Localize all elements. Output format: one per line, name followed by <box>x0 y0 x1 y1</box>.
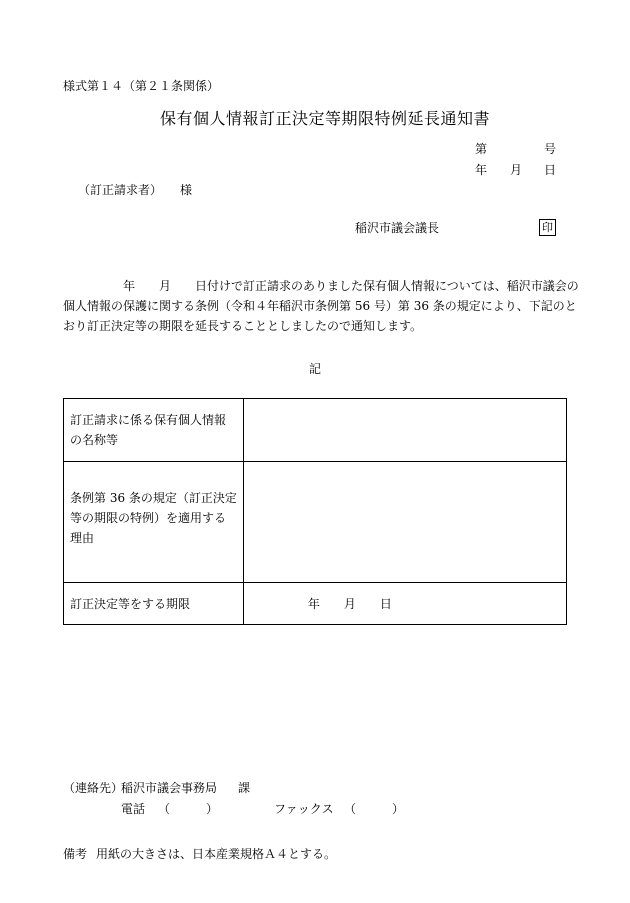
table-row <box>64 462 567 583</box>
row1-label-line2: の名称等 <box>70 433 119 447</box>
row-label-deadline: 訂正決定等をする期限 <box>64 583 244 625</box>
seal-box <box>539 219 556 236</box>
fax-label: ファックス <box>274 802 334 816</box>
date-year: 年 <box>475 163 488 177</box>
row-value-deadline: 年 月 日 <box>243 583 566 625</box>
date-month: 月 <box>510 163 523 177</box>
seal-mark: 印 <box>539 219 556 236</box>
body-line-1: 年 月 日付けで訂正請求のありました保有個人情報については、稲沢市議会の <box>63 279 579 293</box>
phone-label: 電話 <box>121 802 146 816</box>
table-row <box>64 399 567 462</box>
note-label: 備考 <box>63 847 88 861</box>
document-title: 保有個人情報訂正決定等期限特例延長通知書 <box>160 109 491 128</box>
contact-label: （連絡先） <box>63 781 124 795</box>
table-row <box>64 583 567 625</box>
row2-label-line3: 理由 <box>70 531 95 545</box>
ki-heading: 記 <box>309 362 322 376</box>
doc-number-dai: 第 <box>475 142 488 156</box>
contact-ka: 課 <box>238 781 251 795</box>
row-label-info-name <box>64 399 244 462</box>
contact-office: 稲沢市議会事務局 <box>121 781 218 795</box>
row2-label-line2: 等の期限の特例）を適用する <box>70 511 227 525</box>
row2-label-line1: 条例第 36 条の規定（訂正決定 <box>70 491 237 505</box>
body-paragraph <box>63 276 579 336</box>
row-label-reason <box>64 462 244 583</box>
date-day: 日 <box>544 163 557 177</box>
row1-label-line1: 訂正請求に係る保有個人情報 <box>70 413 227 427</box>
sender-name: 稲沢市議会議長 <box>355 221 440 235</box>
recipient-sama: 様 <box>180 183 193 197</box>
row-value-reason <box>243 462 566 583</box>
recipient-label: （訂正請求者） <box>78 183 163 197</box>
phone-paren: （ ） <box>158 802 219 816</box>
body-line-2: 個人情報の保護に関する条例（令和４年稲沢市条例第 56 号）第 36 条の規定により、下記のと <box>63 299 577 313</box>
note-text: 用紙の大きさは、日本産業規格Ａ４とする。 <box>96 847 337 861</box>
form-label: 様式第１４（第２１条関係） <box>63 79 220 93</box>
body-line-3: おり訂正決定等の期限を延長することとしましたので通知します。 <box>63 319 423 333</box>
doc-number-go: 号 <box>544 142 557 156</box>
row-value-info-name <box>243 399 566 462</box>
details-table <box>63 398 567 625</box>
fax-paren: （ ） <box>344 802 405 816</box>
